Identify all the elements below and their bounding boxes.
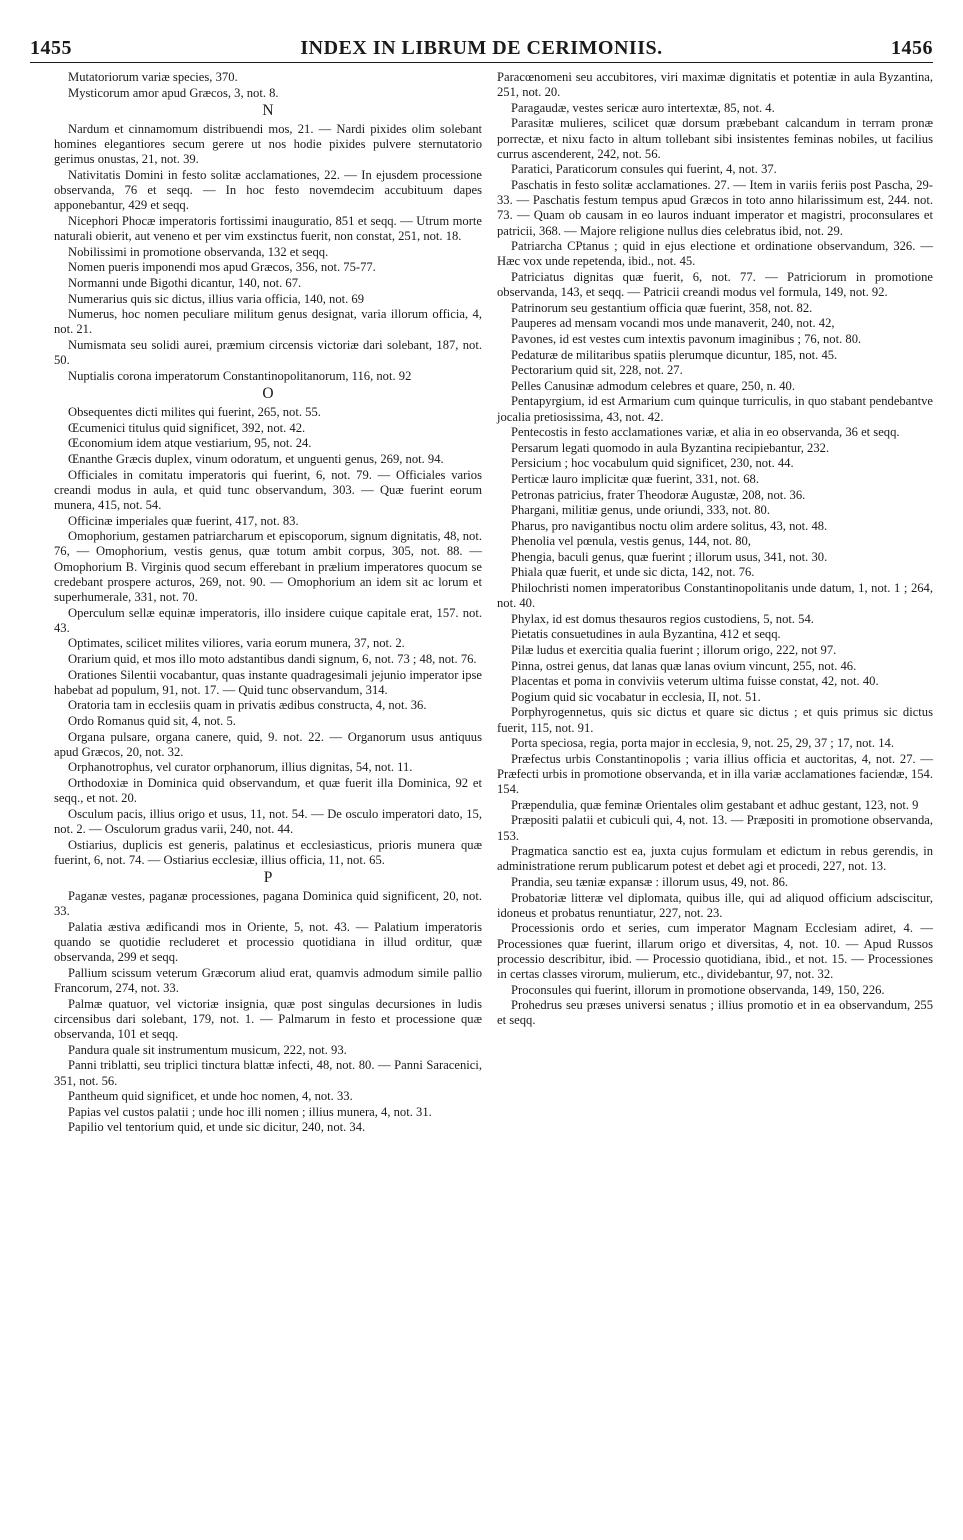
index-entry: Nicephori Phocæ imperatoris fortissimi inauguratio, 851 et seqq. — Utrum morte naturali obierit, aut veneno et per vim exstinctus fuerit, non constat, 251, not. 18.	[54, 214, 482, 244]
index-entry: Phargani, militiæ genus, unde oriundi, 333, not. 80.	[511, 503, 770, 518]
index-entry: Mutatoriorum variæ species, 370.	[68, 70, 238, 84]
index-entry: Palmæ quatuor, vel victoriæ insignia, quæ post singulas decursiones in ludis circensibus dari solebant, 179, not. 1. — Palmarum in festo et processione quæ observanda, 101 et seqq.	[54, 996, 482, 1042]
index-entry: Pelles Canusinæ admodum celebres et quare, 250, n. 40.	[511, 378, 795, 393]
index-entry: Numerus, hoc nomen peculiare militum genus designat, varia illorum officia, 4, not. 21.	[54, 307, 482, 337]
index-entry: Pentecostis in festo acclamationes variæ, et alia in eo observanda, 36 et seqq.	[511, 425, 900, 440]
index-entry: Orphanotrophus, vel curator orphanorum, illius dignitas, 54, not. 11.	[68, 760, 413, 775]
index-entry: Processionis ordo et series, cum imperator Magnam Ecclesiam adiret, 4. — Processiones quæ fuerint, illarum origo et diversitas, 4, not. 10. — Apud Russos processio describitur, ibid. — Processio quotidiana, ibid., et not. 15. — Processiones in certas classes virorum, mulierum, etc., dividebantur, 97, not. 32.	[497, 921, 933, 982]
index-entry: Pentapyrgium, id est Armarium cum quinque turriculis, in quo stabant pendebantve jocalia pretiosissima, 43, not. 42.	[497, 394, 933, 424]
index-entry: Pogium quid sic vocabatur in ecclesia, II, not. 51.	[511, 689, 761, 704]
index-entry: Nativitatis Domini in festo solitæ acclamationes, 22. — In ejusdem processione observanda, 76 et seqq. — In hoc festo novemdecim accubituum dapes apponebantur, 429 et seqq.	[54, 168, 482, 213]
index-entry: Nomen pueris imponendi mos apud Græcos, 356, not. 75-77.	[68, 260, 376, 275]
page-title: INDEX IN LIBRUM DE CERIMONIIS.	[300, 37, 663, 59]
index-entry: Orarium quid, et mos illo moto adstantibus dandi signum, 6, not. 73 ; 48, not. 76.	[68, 651, 477, 666]
index-entry: Ordo Romanus quid sit, 4, not. 5.	[68, 713, 236, 728]
index-entry: Officinæ imperiales quæ fuerint, 417, not. 83.	[68, 513, 299, 528]
index-entry: Pietatis consuetudines in aula Byzantina, 412 et seqq.	[511, 627, 781, 642]
index-entry: Operculum sellæ equinæ imperatoris, illo insidere cuique capitale erat, 157. not. 43.	[54, 605, 482, 635]
index-entry: Orthodoxiæ in Dominica quid observandum, et quæ fuerit illa Dominica, 92 et seqq., et not. 20.	[54, 775, 482, 806]
index-entry: Proconsules qui fuerint, illorum in promotione observanda, 149, 150, 226.	[511, 982, 885, 997]
index-entry: Orationes Silentii vocabantur, quas instante quadragesimali jejunio imperator ipse habebat ad populum, 91, not. 17. — Quid tunc observandum, 314.	[54, 667, 482, 697]
index-entry: Paragaudæ, vestes sericæ auro intertextæ, 85, not. 4.	[511, 100, 775, 115]
index-entry: Phengia, baculi genus, quæ fuerint ; illorum usus, 341, not. 30.	[511, 549, 828, 564]
index-entry: Pedaturæ de militaribus spatiis plerumque dicuntur, 185, not. 45.	[511, 347, 838, 362]
index-entry: Oratoria tam in ecclesiis quam in privatis ædibus constructa, 4, not. 36.	[68, 698, 427, 713]
index-entry: Paratici, Paraticorum consules qui fuerint, 4, not. 37.	[511, 162, 777, 177]
index-entry: Papias vel custos palatii ; unde hoc illi nomen ; illius munera, 4, not. 31.	[68, 1104, 432, 1119]
index-entry: Ostiarius, duplicis est generis, palatinus et ecclesiasticus, prioris munera quæ fuerint, 6, not. 74. — Ostiarius ecclesiæ, illius officia, 11, not. 65.	[54, 837, 482, 867]
index-entry: Pragmatica sanctio est ea, juxta cujus formulam et edictum in rebus gerendis, in administratione rerum publicarum potest et debet agi et procedi, 227, not. 13.	[497, 844, 933, 874]
index-entry: Papilio vel tentorium quid, et unde sic dicitur, 240, not. 34.	[68, 1120, 366, 1135]
section-letter: P	[263, 868, 273, 886]
index-entry: Pauperes ad mensam vocandi mos unde manaverit, 240, not. 42,	[511, 316, 835, 331]
index-entry: Organa pulsare, organa canere, quid, 9. not. 22. — Organorum usus antiquus apud Græcos, 20, not. 32.	[54, 729, 482, 759]
index-entry: Philochristi nomen imperatoribus Constantinopolitanis unde datum, 1, not. 1 ; 264, not. 40.	[497, 581, 933, 611]
index-entry: Probatoriæ litteræ vel diplomata, quibus ille, qui ad aliquod officium adsciscitur, idoneus et probatus renuntiatur, 227, not. 23.	[497, 890, 933, 920]
index-entry: Pectorarium quid sit, 228, not. 27.	[511, 363, 683, 378]
section-letter: O	[262, 384, 274, 402]
index-entry: Porta speciosa, regia, porta major in ecclesia, 9, not. 25, 29, 37 ; 17, not. 14.	[511, 736, 894, 751]
index-entry: Optimates, scilicet milites viliores, varia eorum munera, 37, not. 2.	[68, 636, 405, 651]
index-entry: Patriciatus dignitas quæ fuerit, 6, not. 77. — Patriciorum in promotione observanda, 143, et seqq. — Patricii creandi modus vel formula, 149, not. 92.	[497, 269, 933, 300]
index-entry: Persicium ; hoc vocabulum quid significet, 230, not. 44.	[511, 456, 794, 471]
index-entry: Pilæ ludus et exercitia qualia fuerint ; illorum origo, 222, not 97.	[511, 643, 837, 658]
section-letter: N	[262, 101, 274, 119]
index-entry: Phylax, id est domus thesauros regios custodiens, 5, not. 54.	[511, 611, 814, 626]
index-entry: Paracœnomeni seu accubitores, viri maximæ dignitatis et potentiæ in aula Byzantina, 251, not. 20.	[497, 70, 933, 100]
index-entry: Palatia æstiva ædificandi mos in Oriente, 5, not. 43. — Palatium imperatoris quando se quotidie recluderet et processio quotidiana in illud orditur, quæ observanda, 299 et seqq.	[54, 919, 482, 965]
header-rule	[30, 62, 933, 63]
index-entry: Pinna, ostrei genus, dat lanas quæ lanas ovium vincunt, 255, not. 46.	[511, 658, 857, 673]
index-entry: Porphyrogennetus, quis sic dictus et quare sic dictus ; et quis primus sic dictus fuerit, 115, not. 91.	[497, 705, 933, 735]
left-column	[54, 70, 482, 1136]
index-entry: Mysticorum amor apud Græcos, 3, not. 8.	[68, 85, 279, 100]
index-entry: Præpositi palatii et cubiculi qui, 4, not. 13. — Præpositi in promotione observanda, 153.	[497, 813, 933, 843]
index-entry: Normanni unde Bigothi dicantur, 140, not. 67.	[68, 275, 302, 290]
index-entry: Perticæ lauro implicitæ quæ fuerint, 331, not. 68.	[511, 471, 760, 486]
index-entry: Patrinorum seu gestantium officia quæ fuerint, 358, not. 82.	[511, 300, 813, 315]
index-entry: Nardum et cinnamomum distribuendi mos, 21. — Nardi pixides olim solebant homines elegantiores secum gerere ut nos hodie pixides pulvere sternutatorio gerimus onustas, 21, not. 39.	[54, 122, 482, 167]
index-entry: Prandia, seu tæniæ expansæ : illorum usus, 49, not. 86.	[511, 875, 789, 890]
index-entry: Officiales in comitatu imperatoris qui fuerint, 6, not. 79. — Officiales varios creandi modus in aula, et quid tunc observandum, 303. — Quæ fuerint eorum munera, 415, not. 54.	[54, 467, 482, 512]
index-entry: Osculum pacis, illius origo et usus, 11, not. 54. — De osculo imperatori dato, 15, not. 2. — Osculorum gradus varii, 240, not. 44.	[54, 806, 482, 836]
page-number-left: 1455	[30, 37, 72, 59]
index-entry: Nuptialis corona imperatorum Constantinopolitanorum, 116, not. 92	[68, 368, 412, 383]
index-entry: Parasitæ mulieres, scilicet quæ dorsum præbebant calcandum in terram pronæ porrectæ, et nixu facto in altum tollebant sibi insistentes feminas nobiles, ut facilius currus ascenderent, 242, not. 56.	[497, 116, 933, 161]
running-header	[30, 30, 933, 60]
index-entry: Pantheum quid significet, et unde hoc nomen, 4, not. 33.	[68, 1089, 353, 1104]
index-entry: Persarum legati quomodo in aula Byzantina recipiebantur, 232.	[511, 440, 830, 455]
index-entry: Panni triblatti, seu triplici tinctura blattæ infecti, 48, not. 80. — Panni Saracenici, 351, not. 56.	[54, 1058, 482, 1088]
index-entry: Phiala quæ fuerit, et unde sic dicta, 142, not. 76.	[511, 565, 755, 580]
index-entry: Prohedrus seu præses universi senatus ; illius promotio et in ea observandum, 255 et seqq.	[497, 998, 933, 1028]
index-entry: Pallium scissum veterum Græcorum aliud erat, quamvis admodum simile pallio Francorum, 274, not. 33.	[54, 965, 482, 996]
index-entry: Obsequentes dicti milites qui fuerint, 265, not. 55.	[68, 405, 321, 420]
index-entry: Phenolia vel pœnula, vestis genus, 144, not. 80,	[511, 534, 751, 549]
index-entry: Œnanthe Græcis duplex, vinum odoratum, et unguenti genus, 269, not. 94.	[68, 451, 444, 466]
right-column	[497, 70, 933, 1029]
index-entry: Omophorium, gestamen patriarcharum et episcoporum, signum dignitatis, 48, not. 76, — Omophorium, vestis genus, quæ totum ambit corpus, 305, not. 88. — Omophorium B. Virginis quod secum efferebant in prælium imperatores quocum se credebant prospere acturos, 269, not. 90. — Omophorium an idem sit ac lorum et superhumerale, 331, not. 70.	[54, 529, 482, 604]
page-number-right: 1456	[890, 37, 933, 59]
index-entry: Præpendulia, quæ feminæ Orientales olim gestabant et adhuc gestant, 123, not. 9	[511, 797, 919, 812]
index-entry: Numismata seu solidi aurei, præmium circensis victoriæ dari solebant, 187, not. 50.	[54, 337, 482, 368]
index-entry: Œcumenici titulus quid significet, 392, not. 42.	[68, 420, 306, 435]
index-entry: Petronas patricius, frater Theodoræ Augustæ, 208, not. 36.	[511, 487, 806, 502]
index-entry: Œconomium idem atque vestiarium, 95, not. 24.	[68, 436, 312, 451]
index-entry: Pavones, id est vestes cum intextis pavonum imaginibus ; 76, not. 80.	[511, 331, 862, 346]
index-entry: Nobilissimi in promotione observanda, 132 et seqq.	[68, 244, 329, 259]
index-entry: Patriarcha CPtanus ; quid in ejus electione et ordinatione observandum, 326. — Hæc vox unde repetenda, ibid., not. 45.	[497, 239, 933, 269]
index-entry: Pharus, pro navigantibus noctu olim ardere solitus, 43, not. 48.	[511, 518, 828, 533]
index-entry: Paschatis in festo solitæ acclamationes. 27. — Item in variis feriis post Pascha, 29-33. — Paschatis festum tempus apud Græcos in toto anno hilarissimum est, 244. not. 73. — Quam ob causam in eo lauros induant imperator et magistri, proconsulares et patricii, 368. — Majore religione nullus dies celebratus ibid, not. 29.	[497, 177, 933, 238]
index-entry: Paganæ vestes, paganæ processiones, pagana Dominica quid significent, 20, not. 33.	[54, 889, 482, 919]
index-entry: Numerarius quis sic dictus, illius varia officia, 140, not. 69	[68, 291, 365, 306]
index-entry: Placentas et poma in conviviis veterum ultima fuisse constat, 42, not. 40.	[511, 674, 879, 689]
index-entry: Pandura quale sit instrumentum musicum, 222, not. 93.	[68, 1042, 347, 1057]
index-entry: Præfectus urbis Constantinopolis ; varia illius officia et auctoritas, 4, not. 27. — Præfecti urbis in promotione observanda, et in illa variæ acclamationes faciendæ, 154. 154.	[497, 751, 933, 797]
